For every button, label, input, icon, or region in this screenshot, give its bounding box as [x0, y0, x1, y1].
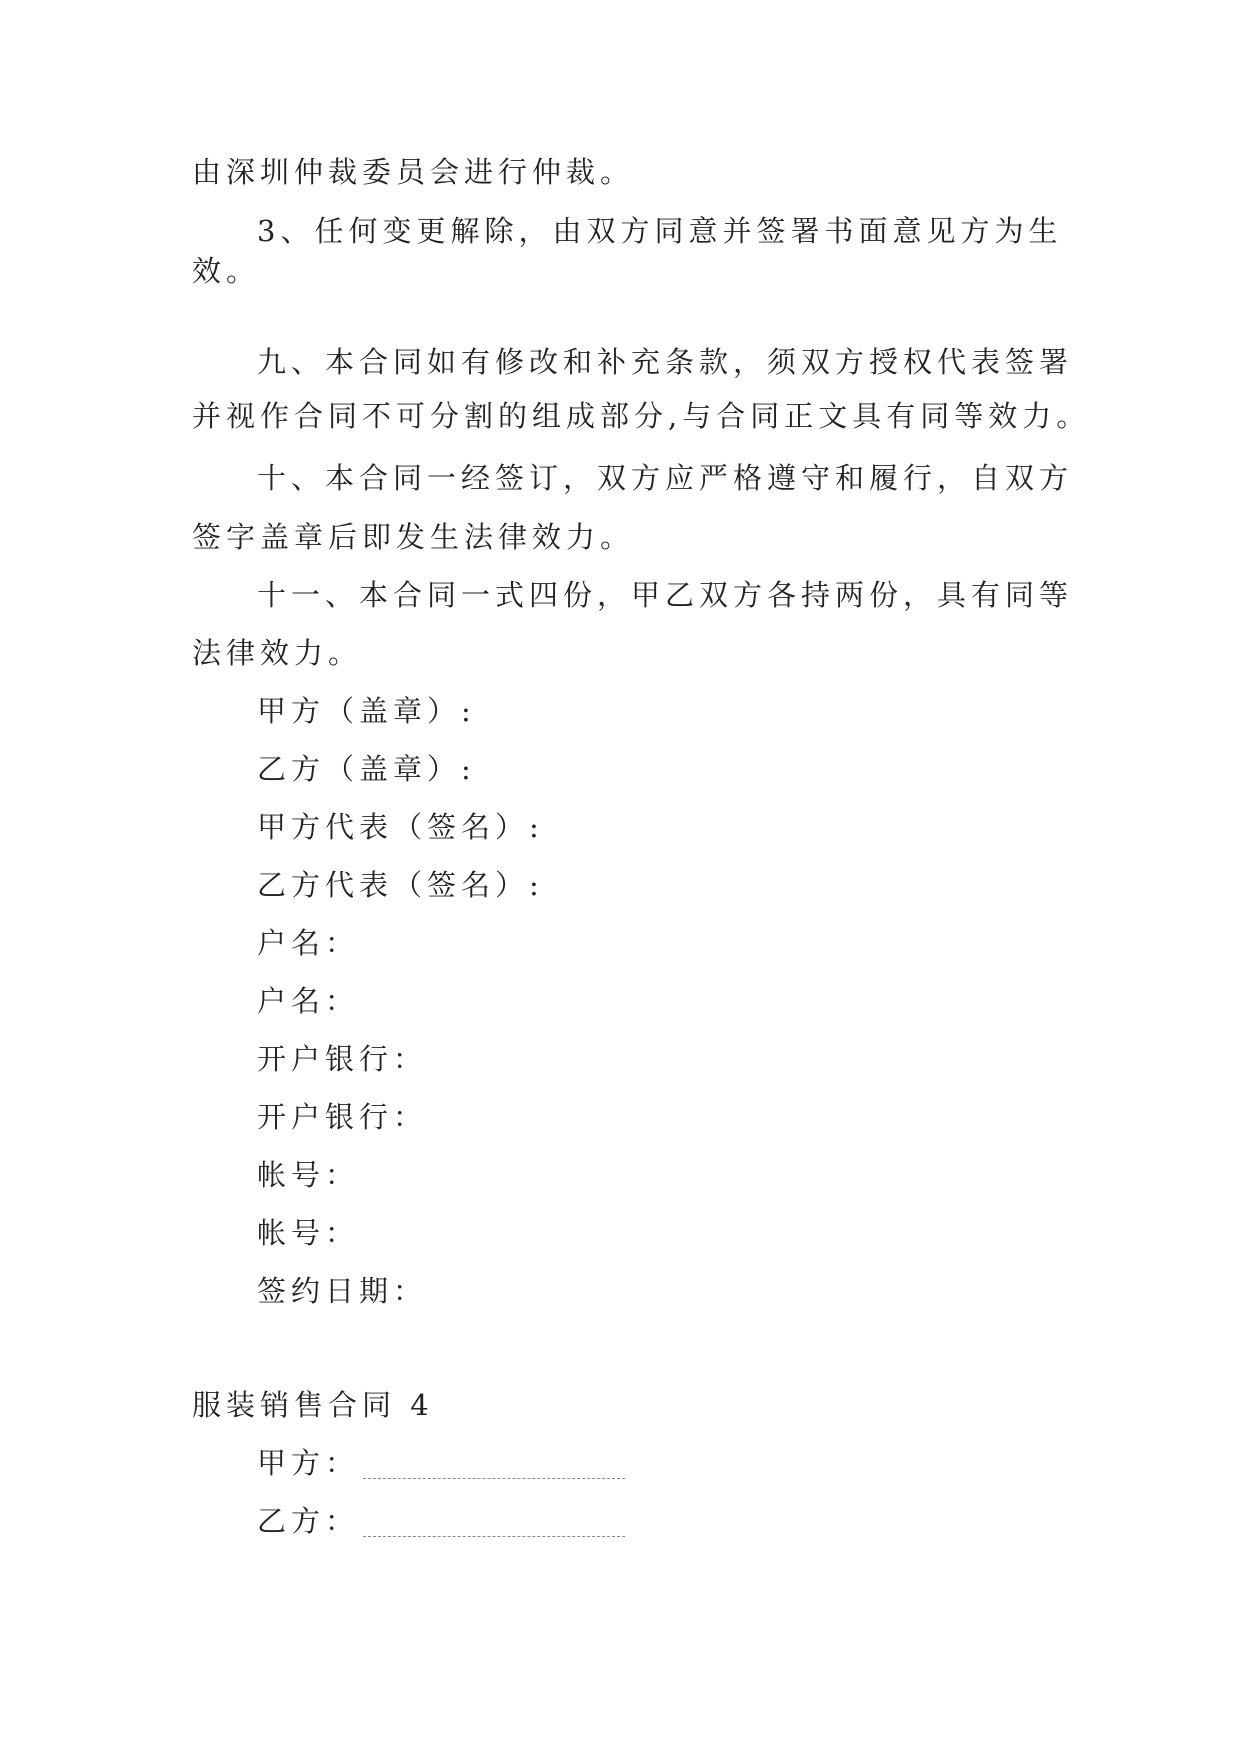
- bank-label-1: 开户银行：: [257, 1042, 428, 1076]
- clause-9-line2: 并视作合同不可分割的组成部分,与合同正文具有同等效力。: [192, 399, 1091, 433]
- next-contract-party-b: [257, 1501, 1117, 1541]
- account-number-label-2: 帐号：: [257, 1216, 360, 1250]
- clause-8-3-line1: 3、任何变更解除，由双方同意并签署书面意见方为生: [257, 214, 1063, 248]
- clause-10-line1: 十、本合同一经签订，双方应严格遵守和履行，自双方: [257, 461, 1074, 495]
- clause-8-3-line2: 效。: [192, 254, 261, 288]
- party-a-rep-label: 甲方代表（签名）:: [257, 810, 544, 844]
- party-a-label: 甲方：: [257, 1446, 360, 1480]
- party-a-blank-line: [363, 1476, 625, 1479]
- clause-11-line1: 十一、本合同一式四份，甲乙双方各持两份，具有同等: [257, 578, 1074, 612]
- next-contract-title: 服装销售合同 4: [192, 1388, 434, 1422]
- clause-9-line1: 九、本合同如有修改和补充条款，须双方授权代表签署: [257, 345, 1074, 379]
- party-b-seal-label: 乙方（盖章）:: [257, 752, 476, 786]
- bank-label-2: 开户银行：: [257, 1100, 428, 1134]
- clause-11-line2: 法律效力。: [192, 636, 363, 670]
- clause-10-line2: 签字盖章后即发生法律效力。: [192, 520, 635, 554]
- account-name-label-1: 户名：: [257, 926, 360, 960]
- party-b-blank-line: [363, 1534, 625, 1537]
- account-number-label-1: 帐号：: [257, 1158, 360, 1192]
- sign-date-label: 签约日期：: [257, 1274, 428, 1308]
- clause-8-3-continuation: 由深圳仲裁委员会进行仲裁。: [192, 155, 635, 189]
- party-b-rep-label: 乙方代表（签名）:: [257, 868, 544, 902]
- next-contract-party-a: [257, 1443, 1117, 1483]
- party-a-seal-label: 甲方（盖章）:: [257, 694, 476, 728]
- account-name-label-2: 户名：: [257, 984, 360, 1018]
- party-b-label: 乙方：: [257, 1504, 360, 1538]
